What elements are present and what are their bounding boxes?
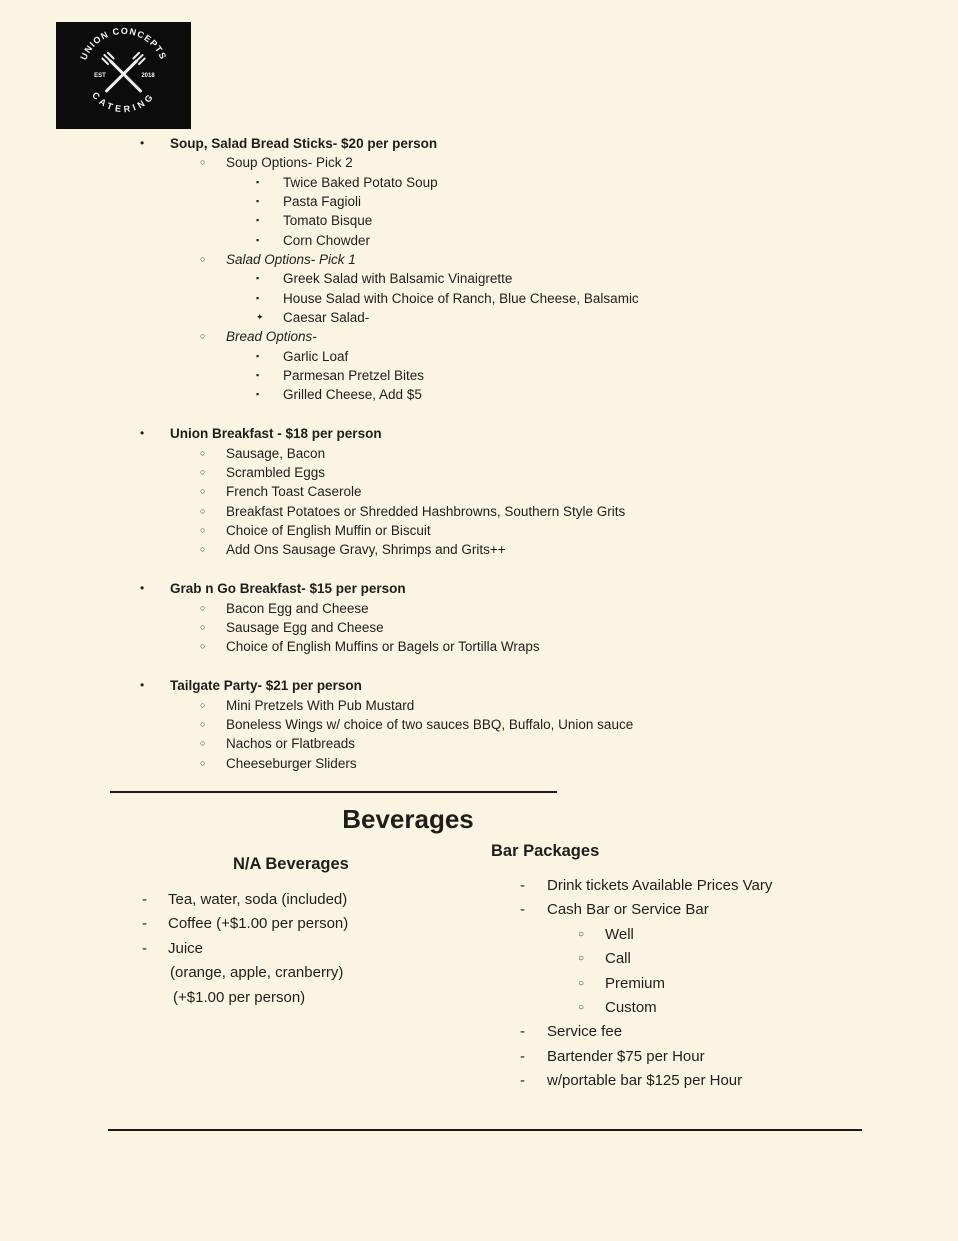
menu-item: ○ Sausage, Bacon xyxy=(0,444,958,463)
square-bullet-icon: ▪ xyxy=(256,389,260,400)
section-title: • Grab n Go Breakfast- $15 per person xyxy=(0,579,958,598)
list-sub-item: ○ Well xyxy=(0,923,958,947)
circle-bullet-icon: ○ xyxy=(200,719,206,730)
list-item: - Drink tickets Available Prices Vary xyxy=(0,874,958,898)
union-concepts-catering-logo xyxy=(56,22,191,129)
list-sub-item: ○ Custom xyxy=(0,996,958,1020)
menu-item: ○ Scrambled Eggs xyxy=(0,463,958,482)
circle-bullet-icon: ○ xyxy=(200,486,206,497)
circle-bullet-icon: ○ xyxy=(200,331,206,342)
menu-item: ✦ Caesar Salad- xyxy=(0,308,958,327)
menu-item: ▪ Corn Chowder xyxy=(0,231,958,250)
logo-arc-bottom-text: CATERING xyxy=(90,90,157,115)
section-spacer xyxy=(0,657,958,677)
section-divider-line xyxy=(110,791,557,793)
bullet-icon: • xyxy=(140,426,145,441)
section-spacer xyxy=(0,560,958,580)
circle-bullet-icon: ○ xyxy=(200,602,206,613)
list-item: - Coffee (+$1.00 per person) xyxy=(0,912,500,936)
list-item: - Tea, water, soda (included) xyxy=(0,888,500,912)
list-item-continuation: (orange, apple, cranberry) xyxy=(170,964,344,982)
dash-bullet-icon: - xyxy=(142,915,147,933)
circle-bullet-icon: ○ xyxy=(200,447,206,458)
menu-item: ○ Choice of English Muffin or Biscuit xyxy=(0,521,958,540)
list-item: - w/portable bar $125 per Hour xyxy=(0,1069,958,1093)
menu-item: ○ Boneless Wings w/ choice of two sauces BBQ, Buffalo, Union sauce xyxy=(0,715,958,734)
circle-bullet-icon: ○ xyxy=(200,157,206,168)
square-bullet-icon: ▪ xyxy=(256,370,260,381)
page-bottom-line xyxy=(108,1129,862,1131)
section-title: • Soup, Salad Bread Sticks- $20 per person xyxy=(0,134,958,153)
menu-list xyxy=(0,134,958,773)
logo-graphic xyxy=(56,22,191,129)
menu-item: ▪ Pasta Fagioli xyxy=(0,192,958,211)
circle-bullet-icon: ○ xyxy=(200,254,206,265)
square-bullet-icon: ▪ xyxy=(256,176,260,187)
menu-item: ○ Add Ons Sausage Gravy, Shrimps and Grits++ xyxy=(0,540,958,559)
list-item: - Cash Bar or Service Bar xyxy=(0,898,958,922)
circle-bullet-icon: ○ xyxy=(578,1001,585,1013)
group-label: ○ Soup Options- Pick 2 xyxy=(0,153,958,172)
menu-item: ○ Cheeseburger Sliders xyxy=(0,754,958,773)
logo-est-text: EST xyxy=(94,73,106,79)
menu-item: ▪ Grilled Cheese, Add $5 xyxy=(0,385,958,404)
list-item: - Service fee xyxy=(0,1020,958,1044)
menu-item: ▪ Twice Baked Potato Soup xyxy=(0,173,958,192)
menu-item: ▪ Tomato Bisque xyxy=(0,211,958,230)
dash-bullet-icon: - xyxy=(142,939,147,957)
circle-bullet-icon: ○ xyxy=(200,622,206,633)
circle-bullet-icon: ○ xyxy=(200,757,206,768)
dash-bullet-icon: - xyxy=(520,1047,525,1065)
circle-bullet-icon: ○ xyxy=(578,953,585,965)
menu-item: ○ Mini Pretzels With Pub Mustard xyxy=(0,696,958,715)
group-label: ○ Bread Options- xyxy=(0,327,958,346)
group-label: ○ Salad Options- Pick 1 xyxy=(0,250,958,269)
square-bullet-icon: ▪ xyxy=(256,234,260,245)
beverages-title: Beverages xyxy=(342,804,474,834)
menu-item: ○ Breakfast Potatoes or Shredded Hashbrowns, Southern Style Grits xyxy=(0,502,958,521)
dash-bullet-icon: - xyxy=(520,877,525,894)
dash-bullet-icon: - xyxy=(520,901,525,919)
circle-bullet-icon: ○ xyxy=(200,525,206,536)
list-sub-item: ○ Call xyxy=(0,947,958,971)
circle-bullet-icon: ○ xyxy=(200,738,206,749)
square-bullet-icon: ▪ xyxy=(256,196,260,207)
list-item: - Bartender $75 per Hour xyxy=(0,1045,958,1069)
bullet-icon: • xyxy=(140,581,145,596)
logo-year-text: 2018 xyxy=(141,73,155,79)
bullet-icon: • xyxy=(140,678,145,693)
circle-bullet-icon: ○ xyxy=(200,641,206,652)
circle-bullet-icon: ○ xyxy=(200,699,206,710)
section-title: • Union Breakfast - $18 per person xyxy=(0,424,958,443)
circle-bullet-icon: ○ xyxy=(200,544,206,555)
menu-item: ▪ Greek Salad with Balsamic Vinaigrette xyxy=(0,269,958,288)
dash-bullet-icon: - xyxy=(520,1072,525,1090)
square-bullet-icon: ▪ xyxy=(256,273,260,284)
bar-packages-list xyxy=(0,874,958,1094)
menu-item: ▪ Parmesan Pretzel Bites xyxy=(0,366,958,385)
menu-item: ○ Nachos or Flatbreads xyxy=(0,734,958,753)
list-item-continuation: (+$1.00 per person) xyxy=(173,988,306,1006)
square-bullet-icon: ▪ xyxy=(256,215,260,226)
list-item: - Juice xyxy=(0,937,500,961)
section-title: • Tailgate Party- $21 per person xyxy=(0,676,958,695)
dash-bullet-icon: - xyxy=(520,1023,525,1041)
logo-arc-top-text: UNION CONCEPTS xyxy=(78,25,169,62)
circle-bullet-icon: ○ xyxy=(578,977,585,989)
section-spacer xyxy=(0,405,958,425)
circle-bullet-icon: ○ xyxy=(200,467,206,478)
square-bullet-icon: ▪ xyxy=(256,292,260,303)
menu-item: ○ Choice of English Muffins or Bagels or Tortilla Wraps xyxy=(0,637,958,656)
bar-packages-heading: Bar Packages xyxy=(491,842,600,860)
na-beverages-heading: N/A Beverages xyxy=(233,855,349,873)
menu-item: ○ Sausage Egg and Cheese xyxy=(0,618,958,637)
square-bullet-icon: ▪ xyxy=(256,350,260,361)
menu-item: ○ French Toast Caserole xyxy=(0,482,958,501)
circle-bullet-icon: ○ xyxy=(578,928,585,940)
menu-item: ○ Bacon Egg and Cheese xyxy=(0,599,958,618)
diamond-bullet-icon: ✦ xyxy=(256,312,264,323)
circle-bullet-icon: ○ xyxy=(200,505,206,516)
dash-bullet-icon: - xyxy=(142,891,147,908)
bullet-icon: • xyxy=(140,136,145,150)
menu-item: ▪ House Salad with Choice of Ranch, Blue Cheese, Balsamic xyxy=(0,289,958,308)
menu-item: ▪ Garlic Loaf xyxy=(0,347,958,366)
list-sub-item: ○ Premium xyxy=(0,972,958,996)
